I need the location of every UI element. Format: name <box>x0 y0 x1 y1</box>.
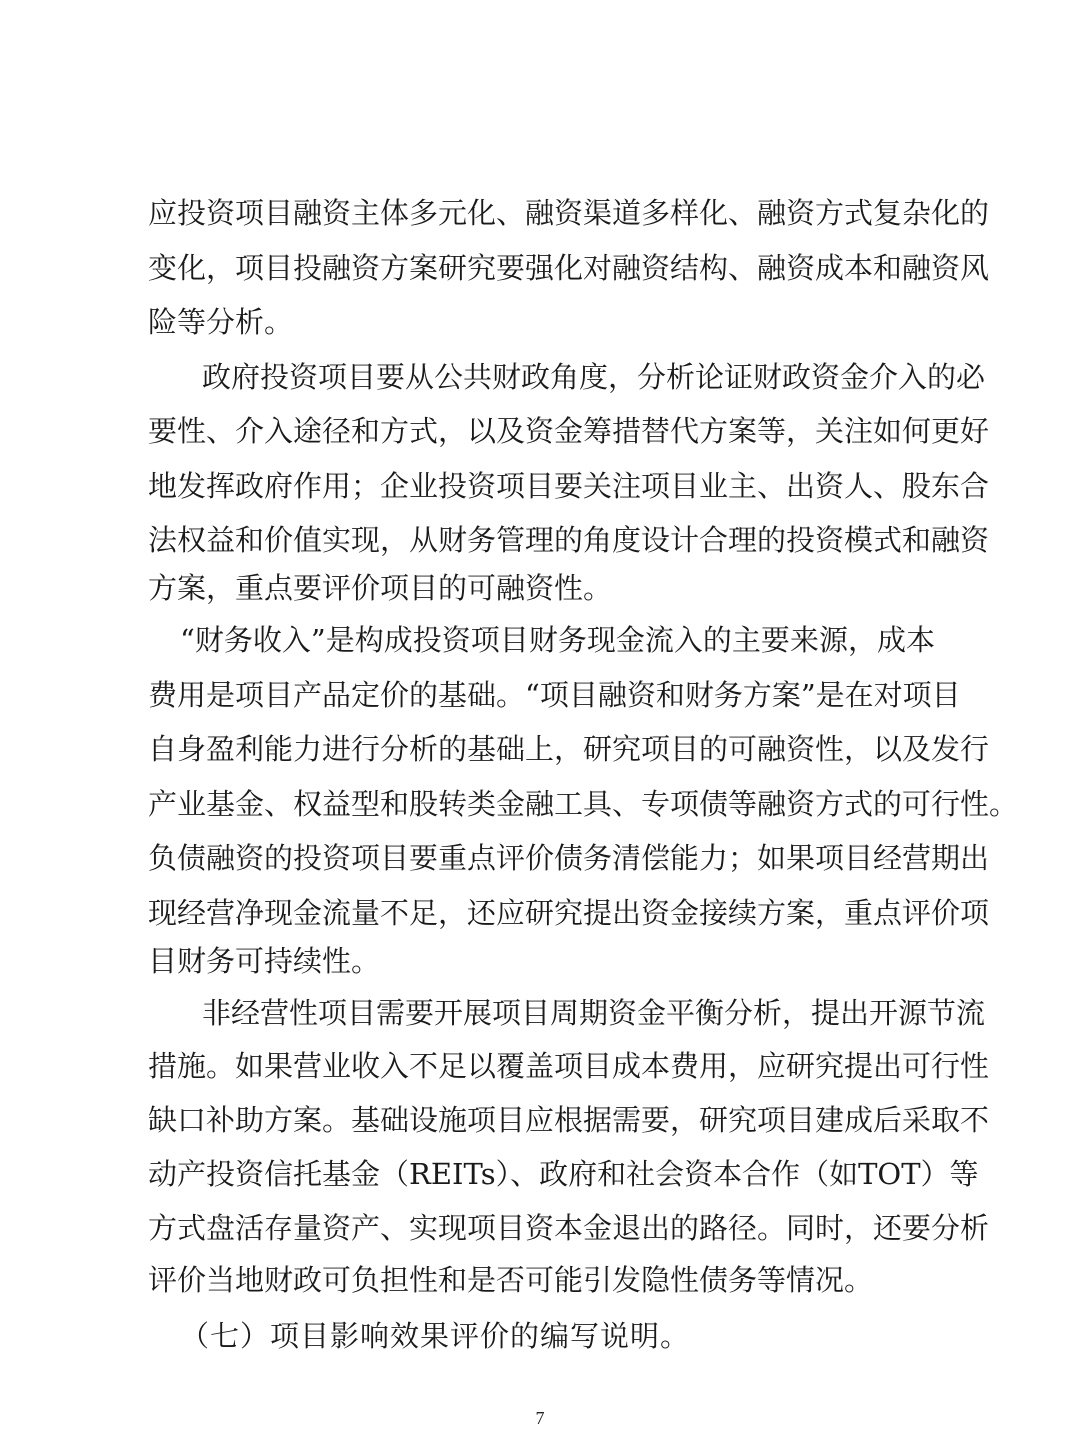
text-line: 产业基金、权益型和股转类金融工具、专项债等融资方式的可行性。 <box>148 787 1019 821</box>
text-line: 法权益和价值实现，从财务管理的角度设计合理的投资模式和融资 <box>148 523 990 557</box>
text-line: 变化，项目投融资方案研究要强化对融资结构、融资成本和融资风 <box>148 251 990 285</box>
text-line: 政府投资项目要从公共财政角度，分析论证财政资金介入的必 <box>202 360 986 394</box>
text-line: 负债融资的投资项目要重点评价债务清偿能力；如果项目经营期出 <box>148 841 990 875</box>
text-line: 措施。如果营业收入不足以覆盖项目成本费用，应研究提出可行性 <box>148 1049 990 1083</box>
text-line: 险等分析。 <box>148 305 294 339</box>
text-line: 缺口补助方案。基础设施项目应根据需要，研究项目建成后采取不 <box>148 1103 990 1137</box>
text-line: 应投资项目融资主体多元化、融资渠道多样化、融资方式复杂化的 <box>148 196 990 230</box>
text-line: 目财务可持续性。 <box>148 944 381 978</box>
text-line: 方式盘活存量资产、实现项目资本金退出的路径。同时，还要分析 <box>148 1211 990 1245</box>
text-line: 方案，重点要评价项目的可融资性。 <box>148 571 613 605</box>
text-line: 评价当地财政可负担性和是否可能引发隐性债务等情况。 <box>148 1263 874 1297</box>
text-line: 地发挥政府作用；企业投资项目要关注项目业主、出资人、股东合 <box>148 469 990 503</box>
text-line: “财务收入”是构成投资项目财务现金流入的主要来源，成本 <box>180 623 935 657</box>
text-line: 自身盈利能力进行分析的基础上，研究项目的可融资性，以及发行 <box>148 732 990 766</box>
page-number: 7 <box>535 1408 545 1428</box>
text-line: 要性、介入途径和方式，以及资金筹措替代方案等，关注如何更好 <box>148 414 990 448</box>
text-line: 非经营性项目需要开展项目周期资金平衡分析，提出开源节流 <box>202 996 986 1030</box>
text-line: 现经营净现金流量不足，还应研究提出资金接续方案，重点评价项 <box>148 896 990 930</box>
text-line: 动产投资信托基金（REITs）、政府和社会资本合作（如TOT）等 <box>148 1157 979 1191</box>
text-line: 费用是项目产品定价的基础。“项目融资和财务方案”是在对项目 <box>148 678 961 712</box>
section-heading: （七）项目影响效果评价的编写说明。 <box>180 1319 691 1353</box>
